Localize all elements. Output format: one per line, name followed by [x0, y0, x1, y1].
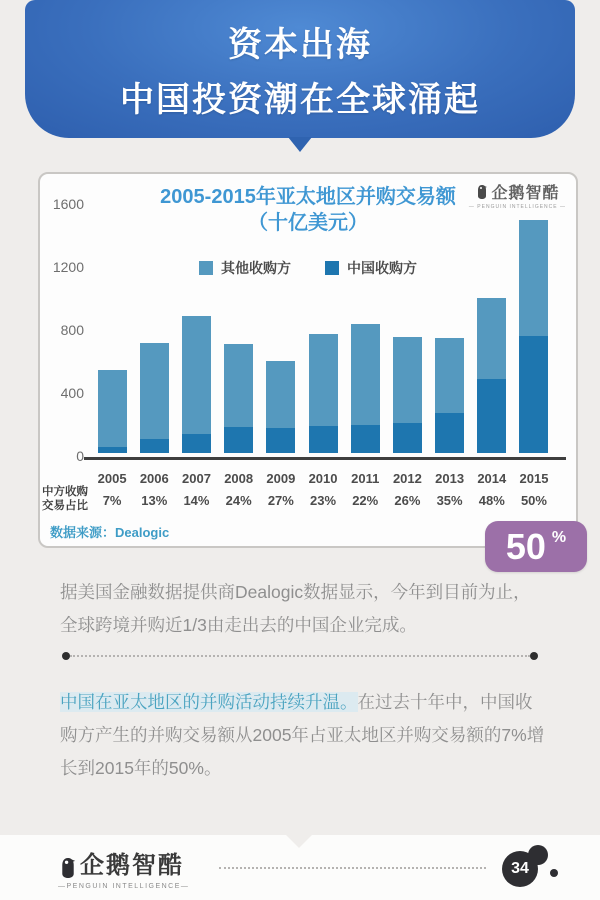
bar-column-2014 [471, 298, 513, 453]
year-label: 2005 [97, 471, 127, 486]
header-speech-notch [288, 137, 312, 152]
header-title-line1: 资本出海 [228, 26, 372, 64]
highlighted-sentence: 中国在亚太地区的并购活动持续升温。 [60, 692, 358, 712]
bar-segment-中国收购方 [309, 426, 338, 453]
bar-column-2015 [513, 220, 555, 453]
bar-segment-中国收购方 [519, 336, 548, 453]
bar-segment-中国收购方 [182, 434, 211, 453]
china-share-value: 26% [394, 493, 421, 508]
year-label: 2006 [139, 471, 169, 486]
bar-column-2005 [91, 370, 133, 453]
year-label: 2011 [351, 471, 380, 486]
paragraph-dealogic: 据美国金融数据提供商Dealogic数据显示，今年到目前为止，全球跨境并购近1/3由走出去的中国企业完成。 [60, 582, 531, 635]
divider-left-dot [62, 652, 70, 660]
bar-segment-中国收购方 [266, 428, 295, 453]
data-source [50, 522, 169, 541]
bar-segment-其他收购方 [309, 334, 338, 426]
highlight-stat-badge [485, 521, 587, 572]
bar-segment-其他收购方 [98, 370, 127, 448]
bar-segment-中国收购方 [351, 425, 380, 453]
penguin-icon [475, 184, 489, 200]
china-share-value: 50% [520, 493, 547, 508]
chart-logo-text: 企鹅智酷 [491, 185, 560, 202]
bar-segment-其他收购方 [182, 316, 211, 434]
year-label: 2013 [435, 471, 465, 486]
china-share-axis-label-line2: 交易占比 [42, 500, 88, 512]
bar-column-2009 [260, 361, 302, 453]
year-label: 2007 [182, 471, 211, 486]
data-source-label: 数据来源： [50, 525, 116, 540]
bar-segment-其他收购方 [477, 298, 506, 379]
bar-column-2007 [175, 316, 217, 453]
year-label: 2015 [519, 471, 549, 486]
divider-right-dot [530, 652, 538, 660]
year-label: 2010 [308, 471, 338, 486]
china-share-row [91, 493, 555, 508]
bar-column-2008 [218, 344, 260, 453]
bar-segment-其他收购方 [435, 338, 464, 413]
y-tick-label: 400 [60, 385, 84, 401]
china-share-axis-label [42, 485, 92, 513]
penguin-icon [58, 856, 78, 880]
page-badge-small-circle [528, 845, 548, 865]
china-share-value: 14% [183, 493, 210, 508]
chart-title-line2: （十亿美元） [248, 212, 368, 234]
chart-brand-logo [469, 180, 566, 210]
bar-column-2012 [386, 337, 428, 453]
bar-segment-其他收购方 [140, 343, 169, 439]
header-title-line2: 中国投资潮在全球涌起 [120, 81, 480, 119]
bar-column-2010 [302, 334, 344, 453]
bar-segment-中国收购方 [224, 427, 253, 453]
stat-unit: % [551, 529, 567, 546]
china-share-value: 48% [478, 493, 505, 508]
bar-segment-中国收购方 [393, 423, 422, 453]
bar-segment-其他收购方 [266, 361, 295, 428]
y-tick-label: 1600 [52, 196, 84, 212]
bar-segment-中国收购方 [98, 447, 127, 453]
divider-dotted-line [70, 655, 530, 657]
bar-segment-中国收购方 [140, 439, 169, 453]
footer-notch [286, 835, 312, 848]
legend-label-others: 其他收购方 [221, 260, 291, 276]
bar-segment-中国收购方 [435, 413, 464, 453]
china-share-value: 13% [141, 493, 168, 508]
china-share-value: 23% [310, 493, 337, 508]
china-share-value: 27% [267, 493, 294, 508]
header-banner [25, 0, 575, 138]
chart-card [38, 172, 578, 548]
legend-label-china: 中国收购方 [347, 260, 417, 276]
bar-segment-其他收购方 [351, 324, 380, 425]
china-share-value: 35% [436, 493, 463, 508]
bar-column-2011 [344, 324, 386, 453]
footer-logo-subtitle: —PENGUIN INTELLIGENCE— [58, 883, 190, 890]
bar-column-2013 [429, 338, 471, 453]
footer-brand-logo [58, 845, 189, 890]
footer [0, 835, 600, 900]
data-source-value: Dealogic [115, 525, 170, 540]
y-tick-label: 800 [60, 322, 84, 338]
year-label: 2008 [224, 471, 254, 486]
y-tick-label: 0 [76, 448, 84, 464]
page-number: 34 [502, 851, 538, 887]
page-badge-tiny-dot [550, 869, 558, 877]
bar-column-2006 [133, 343, 175, 453]
page-number-badge [502, 845, 558, 891]
y-tick-label: 1200 [52, 259, 84, 275]
footer-dotted-line [219, 867, 486, 869]
bar-segment-其他收购方 [393, 337, 422, 423]
china-share-value: 24% [225, 493, 252, 508]
x-axis-line [84, 457, 566, 460]
china-share-value: 22% [352, 493, 379, 508]
stat-value: 50 [505, 525, 546, 567]
chart-logo-subtitle: — PENGUIN INTELLIGENCE — [468, 204, 566, 210]
year-labels-row [91, 471, 555, 486]
footer-logo-text: 企鹅智酷 [80, 852, 184, 879]
year-label: 2009 [266, 471, 296, 486]
bar-segment-中国收购方 [477, 379, 506, 453]
china-share-axis-label-line1: 中方收购 [42, 486, 88, 498]
year-label: 2012 [392, 471, 422, 486]
paragraph-trend-rest: 在过去十年中，中国收购方产生的并购交易额从2005年占亚太地区并购交易额的7%增长到2015年的50%。 [60, 692, 545, 778]
bars-row [91, 213, 555, 453]
bar-segment-其他收购方 [519, 220, 548, 337]
paragraph-trend [60, 686, 546, 785]
chart-title-line1: 2005-2015年亚太地区并购交易额 [160, 186, 456, 208]
year-label: 2014 [477, 471, 507, 486]
bar-segment-其他收购方 [224, 344, 253, 427]
china-share-value: 7% [102, 493, 122, 508]
section-divider [62, 652, 538, 660]
